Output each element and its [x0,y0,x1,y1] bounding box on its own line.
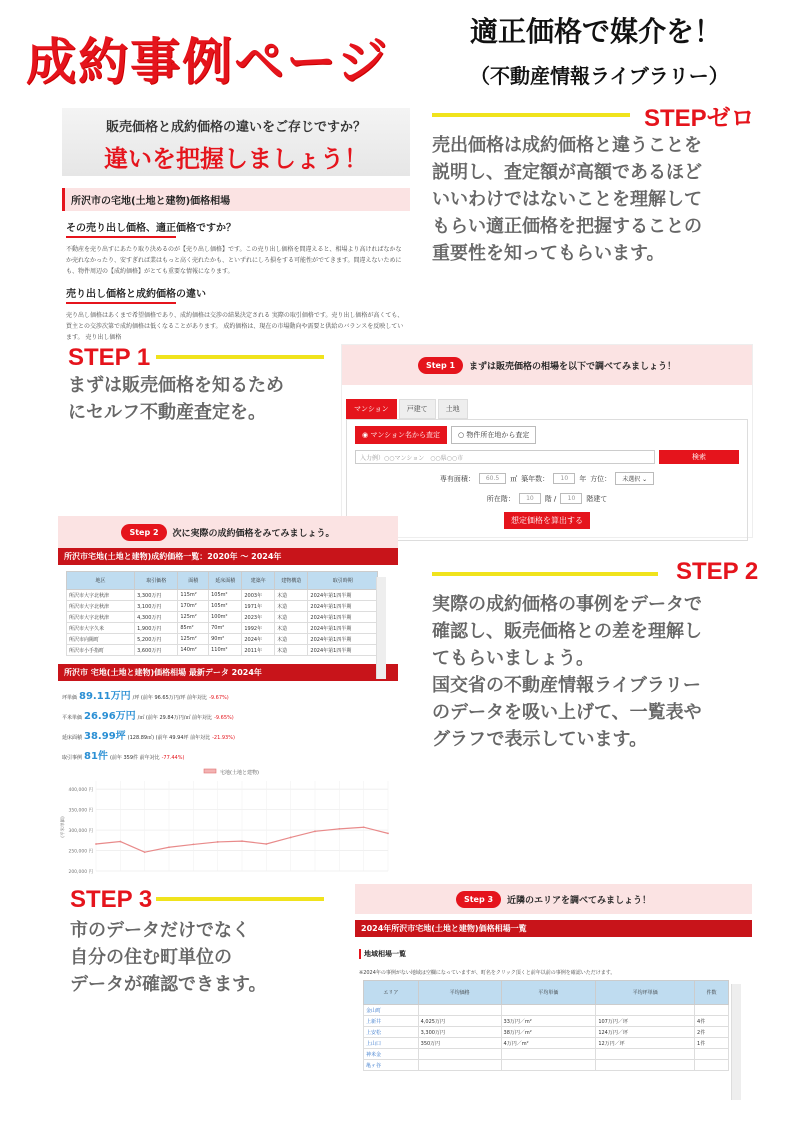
stat-pre: 平米単価 [62,715,83,721]
table-cell: 4,300万円 [135,612,178,623]
price-table [66,571,378,656]
data-point [314,830,316,832]
latest-stats [62,687,398,767]
y-tick-label: 250,000 円 [68,849,93,855]
age-label: 築年数： [521,474,550,483]
heading-underline [66,302,176,304]
table-cell: 2024年第1四半期 [308,601,378,612]
table-cell: 1971年 [242,601,275,612]
step2-screenshot [58,516,398,875]
table-cell: 12万円／坪 [596,1038,695,1049]
stat-neg: -9.67%) [209,695,229,701]
stat-neg: -21.93%) [212,735,235,741]
table-cell [501,1049,596,1060]
area-table-body [364,1005,729,1071]
direction-select[interactable] [615,472,654,485]
radio-label: 物件所在地から査定 [466,431,530,439]
table-cell: 107万円／坪 [596,1016,695,1027]
stat-post: (128.89㎡) (前年 49.94坪 前年対比 [127,735,211,741]
table-cell: 350万円 [418,1038,501,1049]
price-line-chart [58,767,398,879]
legend-label: 宅地(土地と建物) [220,770,259,776]
table-cell: 110m² [209,645,242,656]
column-header: 平均単価 [501,981,596,1005]
table-cell: 2024年第1四半期 [308,634,378,645]
table-cell [418,1005,501,1016]
step2-desc-line: 確認し、販売価格との差を理解し [432,621,702,642]
tab-mansion[interactable]: マンション [346,399,397,419]
hero-question: 販売価格と成約価格の違いをご存じですか？ [105,120,366,135]
table-cell: 2003年 [242,590,275,601]
table-cell [501,1005,596,1016]
area-unit: ㎡ [510,474,518,483]
step2-desc-line: てもらいましょう。 [432,648,594,669]
step0-desc-line: 重要性を知ってもらいます。 [432,243,665,264]
step3-desc-line: データが確認できます。 [70,974,267,995]
table-row [67,623,378,634]
step3-bar-text: 近隣のエリアを調べてみましょう！ [507,895,652,906]
table-row [364,1027,729,1038]
tab-house[interactable]: 戸建て [399,399,436,419]
table-header-row [67,572,378,590]
section-heading: 売り出し価格と成約価格の違い [66,289,206,300]
table-cell: 4万円／m² [501,1038,596,1049]
table-cell: 125m² [178,612,209,623]
step0-screenshot [62,108,410,341]
stat-row [62,707,398,727]
table-cell: 3,600万円 [135,645,178,656]
step3-underline [156,897,324,901]
stat-post: /㎡ (前年 29.84万円/㎡ 前年対比 [137,715,213,721]
table-cell [596,1060,695,1071]
table-cell [596,1005,695,1016]
step0-desc-line: 売出価格は成約価格と違うことを [432,135,702,156]
y-axis-label: (平米単価) [61,816,66,838]
step1-desc-line: まずは販売価格を知るため [68,375,284,396]
stat-neg: -77.44%) [161,755,185,761]
table-scrollbar[interactable] [376,577,386,679]
table-row [67,612,378,623]
step2-desc-line: グラフで表示しています。 [432,729,648,750]
hero-headline: 違いを把握しましょう！ [104,145,368,173]
table-cell: 所沢市大字北秋津 [67,601,135,612]
table-cell: 4件 [695,1016,729,1027]
stat-row [62,727,398,747]
table-cell [501,1060,596,1071]
table-cell: 2023年 [242,612,275,623]
stat-neg: -9.65%) [214,715,234,721]
direction-label: 方位： [590,474,612,483]
table-cell: 38万円／m² [501,1027,596,1038]
radio-dot-icon: ◉ [362,431,371,439]
step0-desc-line: いいわけではないことを理解して [432,189,702,210]
table-row [67,601,378,612]
step2-label: STEP 2 [676,558,759,585]
step2-desc-line: 国交省の不動産情報ライブラリー [432,675,701,696]
table-row [67,634,378,645]
floor-separator: 階 / [544,494,557,503]
table-cell [418,1049,501,1060]
table-cell: 木造 [275,590,308,601]
table-cell: 2024年第1四半期 [308,623,378,634]
subtitle-source: （不動産情報ライブラリー） [470,64,729,88]
y-tick-label: 400,000 円 [68,788,93,794]
table-cell: 1992年 [242,623,275,634]
stat-big: 81件 [84,751,108,762]
table-cell: 木造 [275,612,308,623]
y-tick-label: 200,000 円 [68,870,93,875]
step1-bar-text: まずは販売価格の相場を以下で調べてみましょう！ [469,361,677,372]
radio-by-name[interactable] [355,426,447,444]
step3-pill: Step 3 [456,891,501,908]
table-cell: 124万円／坪 [596,1027,695,1038]
table-cell [695,1005,729,1016]
column-header: 建築年 [242,572,275,590]
column-header: 取引価格 [135,572,178,590]
table-cell: 2011年 [242,645,275,656]
legend-swatch [204,769,216,773]
step0-description [432,132,762,267]
table-row [364,1016,729,1027]
age-unit: 年 [579,474,587,483]
data-point [144,851,146,853]
step3-description [70,917,330,998]
table-header-row [364,981,729,1005]
subtitle: 適正価格で媒介を！ [470,15,723,48]
table-cell: 1,900万円 [135,623,178,634]
area-subheading: 地域相場一覧 [359,949,752,959]
hero-banner [62,108,410,176]
step1-screenshot [341,344,753,538]
step2-desc-line: のデータを吸い上げて、一覧表や [432,702,702,723]
table-row [67,590,378,601]
data-point [192,844,194,846]
area-table [363,980,729,1071]
area-input[interactable]: 60.5 [479,473,506,484]
age-input[interactable]: 10 [553,473,575,484]
table-cell: 3,300万円 [135,590,178,601]
floor-total-input[interactable]: 10 [560,493,582,504]
radio-by-address[interactable] [451,426,536,444]
data-point [290,837,292,839]
property-tabs [346,399,752,419]
table-row [364,1038,729,1049]
table-cell: 90m² [209,634,242,645]
table-cell: 85m² [178,623,209,634]
table-cell: 所沢市大字北秋津 [67,590,135,601]
section-bar: 所沢市の宅地(土地と建物)価格相場 [62,188,410,211]
step3-screenshot [355,884,752,1116]
stat-pre: 取引事例 [62,755,83,761]
table-cell: 5,200万円 [135,634,178,645]
table-row [364,1049,729,1060]
y-tick-label: 350,000 円 [68,808,93,814]
data-point [363,826,365,828]
table-cell [695,1049,729,1060]
page-title: 成約事例ページ [26,33,389,91]
table-cell: 105m² [209,601,242,612]
step1-bar [342,345,752,385]
stat-row [62,747,398,767]
table-row [67,645,378,656]
table-cell: 木造 [275,601,308,612]
column-header: 延床面積 [209,572,242,590]
table-cell: 所沢市大字久米 [67,623,135,634]
table-cell: 所沢市大字北秋津 [67,612,135,623]
table-cell: 105m² [209,590,242,601]
stat-post: (前年 359件 前年対比 [109,755,160,761]
data-point [387,832,389,834]
step3-label: STEP 3 [70,886,153,913]
radio-label: マンション名から査定 [370,431,441,439]
table-cell: 2024年 [242,634,275,645]
step3-bar [355,884,752,914]
stat-big: 26.96万円 [84,711,136,722]
table-cell: 4,025万円 [418,1016,501,1027]
radio-circle-icon: ○ [458,431,467,439]
section-heading: その売り出し価格、適正価格ですか？ [66,223,236,234]
step1-desc-line: にセルフ不動産査定を。 [68,402,266,423]
assessment-form [346,419,748,541]
data-point [119,841,121,843]
step2-description [432,591,762,753]
column-header: 件数 [695,981,729,1005]
step2-bar-text: 次に実際の成約価格をみてみましょう。 [172,528,335,539]
table-cell: 100m² [209,612,242,623]
stat-row [62,687,398,707]
step1-description [68,372,338,426]
step2-desc-line: 実際の成約価格の事例をデータで [432,594,702,615]
section-paragraph: 売り出し価格はあくまで希望価格であり、成約価格は交渉の結果決定される 実際の取引価格です。売り出し価格が高くても、買主との交渉次第で成約価格は低くなることがあります。 成約価格は、現在の市場動向や需要と供給のバランスを反映しています。 売り出し価格 [66,312,404,341]
stat-post: /坪 (前年 96.65万円/坪 前年対比 [132,695,208,701]
column-header: 平均坪単価 [596,981,695,1005]
table-cell: 2024年第1四半期 [308,590,378,601]
data-point [95,843,97,845]
calculate-button[interactable]: 想定価格を算出する [504,512,590,529]
step3-desc-line: 市のデータだけでなく [70,920,250,941]
column-header: 面積 [178,572,209,590]
area-label: 専有面積： [439,474,475,483]
table-cell: 2件 [695,1027,729,1038]
data-point [265,843,267,845]
table-cell: 2024年第1四半期 [308,645,378,656]
table-cell: 2024年第1四半期 [308,612,378,623]
table-cell [695,1060,729,1071]
price-table-title: 所沢市宅地(土地と建物)成約価格一覧：2020年 ～ 2024年 [58,548,398,565]
tab-land[interactable]: 土地 [438,399,468,419]
table-cell: 33万円／m² [501,1016,596,1027]
step0-label: STEPゼロ [644,105,755,132]
heading-underline [66,236,176,238]
table-cell: 170m² [178,601,209,612]
table-cell[interactable]: 上新井 [364,1016,419,1027]
search-input[interactable]: 入力例）○○マンション ○○県○○市 [355,450,655,464]
data-point [217,841,219,843]
table-cell: 3,100万円 [135,601,178,612]
stat-pre: 坪単価 [62,695,78,701]
floor-total-unit: 階建て [586,494,608,503]
table-cell[interactable]: 金山町 [364,1005,419,1016]
table-cell: 140m² [178,645,209,656]
area-note: ※2024年の事例がない地域は空欄になっていますが、町名をクリック頂くと前年以前の事例を確認いただけます。 [359,970,616,976]
table-cell: 木造 [275,623,308,634]
direction-value: 未選択 [622,476,641,483]
table-cell: 1件 [695,1038,729,1049]
step1-pill: Step 1 [418,357,463,374]
table-row [364,1005,729,1016]
y-tick-label: 300,000 円 [68,829,93,835]
table-cell [596,1049,695,1060]
floor-input[interactable]: 10 [519,493,541,504]
table-cell[interactable]: 亀ヶ谷 [364,1060,419,1071]
table-cell: 木造 [275,634,308,645]
stat-big: 89.11万円 [79,691,131,702]
floor-label: 所在階： [486,494,515,503]
step1-label: STEP 1 [68,344,151,371]
table-cell[interactable]: 上山口 [364,1038,419,1049]
table-row [364,1060,729,1071]
table-cell: 70m² [209,623,242,634]
column-header: 取引時期 [308,572,378,590]
chevron-down-icon: ⌄ [642,476,648,483]
column-header: エリア [364,981,419,1005]
table-cell: 115m² [178,590,209,601]
table-cell: 125m² [178,634,209,645]
table-cell[interactable]: 神米金 [364,1049,419,1060]
table-cell [418,1060,501,1071]
data-point [338,828,340,830]
step0-desc-line: 説明し、査定額が高額であるほど [432,162,702,183]
column-header: 建物構造 [275,572,308,590]
step2-bar [58,516,398,548]
step1-underline [156,355,324,359]
latest-data-title: 所沢市 宅地(土地と建物)価格相場 最新データ 2024年 [58,664,398,681]
table-cell: 木造 [275,645,308,656]
area-table-title: 2024年所沢市宅地(土地と建物)価格相場一覧 [355,920,752,937]
stat-big: 38.99坪 [84,731,126,742]
step2-pill: Step 2 [121,524,166,541]
table-cell: 所沢市小手指町 [67,645,135,656]
step0-underline [432,113,630,117]
data-point [168,846,170,848]
section-paragraph: 不動産を売り出すにあたり取り決めるのが【売り出し価格】です。この売り出し価格を間違えると、相場より高ければなかなか売れなかったり、安すぎれば業はもっと高く売れたかも、といずれにしろ損をする可能性がでてきます。間違えないためにも、物件周辺の【成約価格】がとても重要な情報になります。 [66,246,402,275]
step0-desc-line: もらい適正価格を把握することの [432,216,702,237]
step3-desc-line: 自分の住む町単位の [70,947,232,968]
step2-underline [432,572,658,576]
stat-pre: 延床面積 [62,735,83,741]
column-header: 地区 [67,572,135,590]
column-header: 平均価格 [418,981,501,1005]
table-cell[interactable]: 上安松 [364,1027,419,1038]
table-scrollbar[interactable] [731,984,741,1100]
price-table-body [67,590,378,656]
table-cell: 所沢市向陽町 [67,634,135,645]
table-cell: 3,300万円 [418,1027,501,1038]
search-button[interactable]: 検索 [659,450,739,464]
data-point [241,840,243,842]
